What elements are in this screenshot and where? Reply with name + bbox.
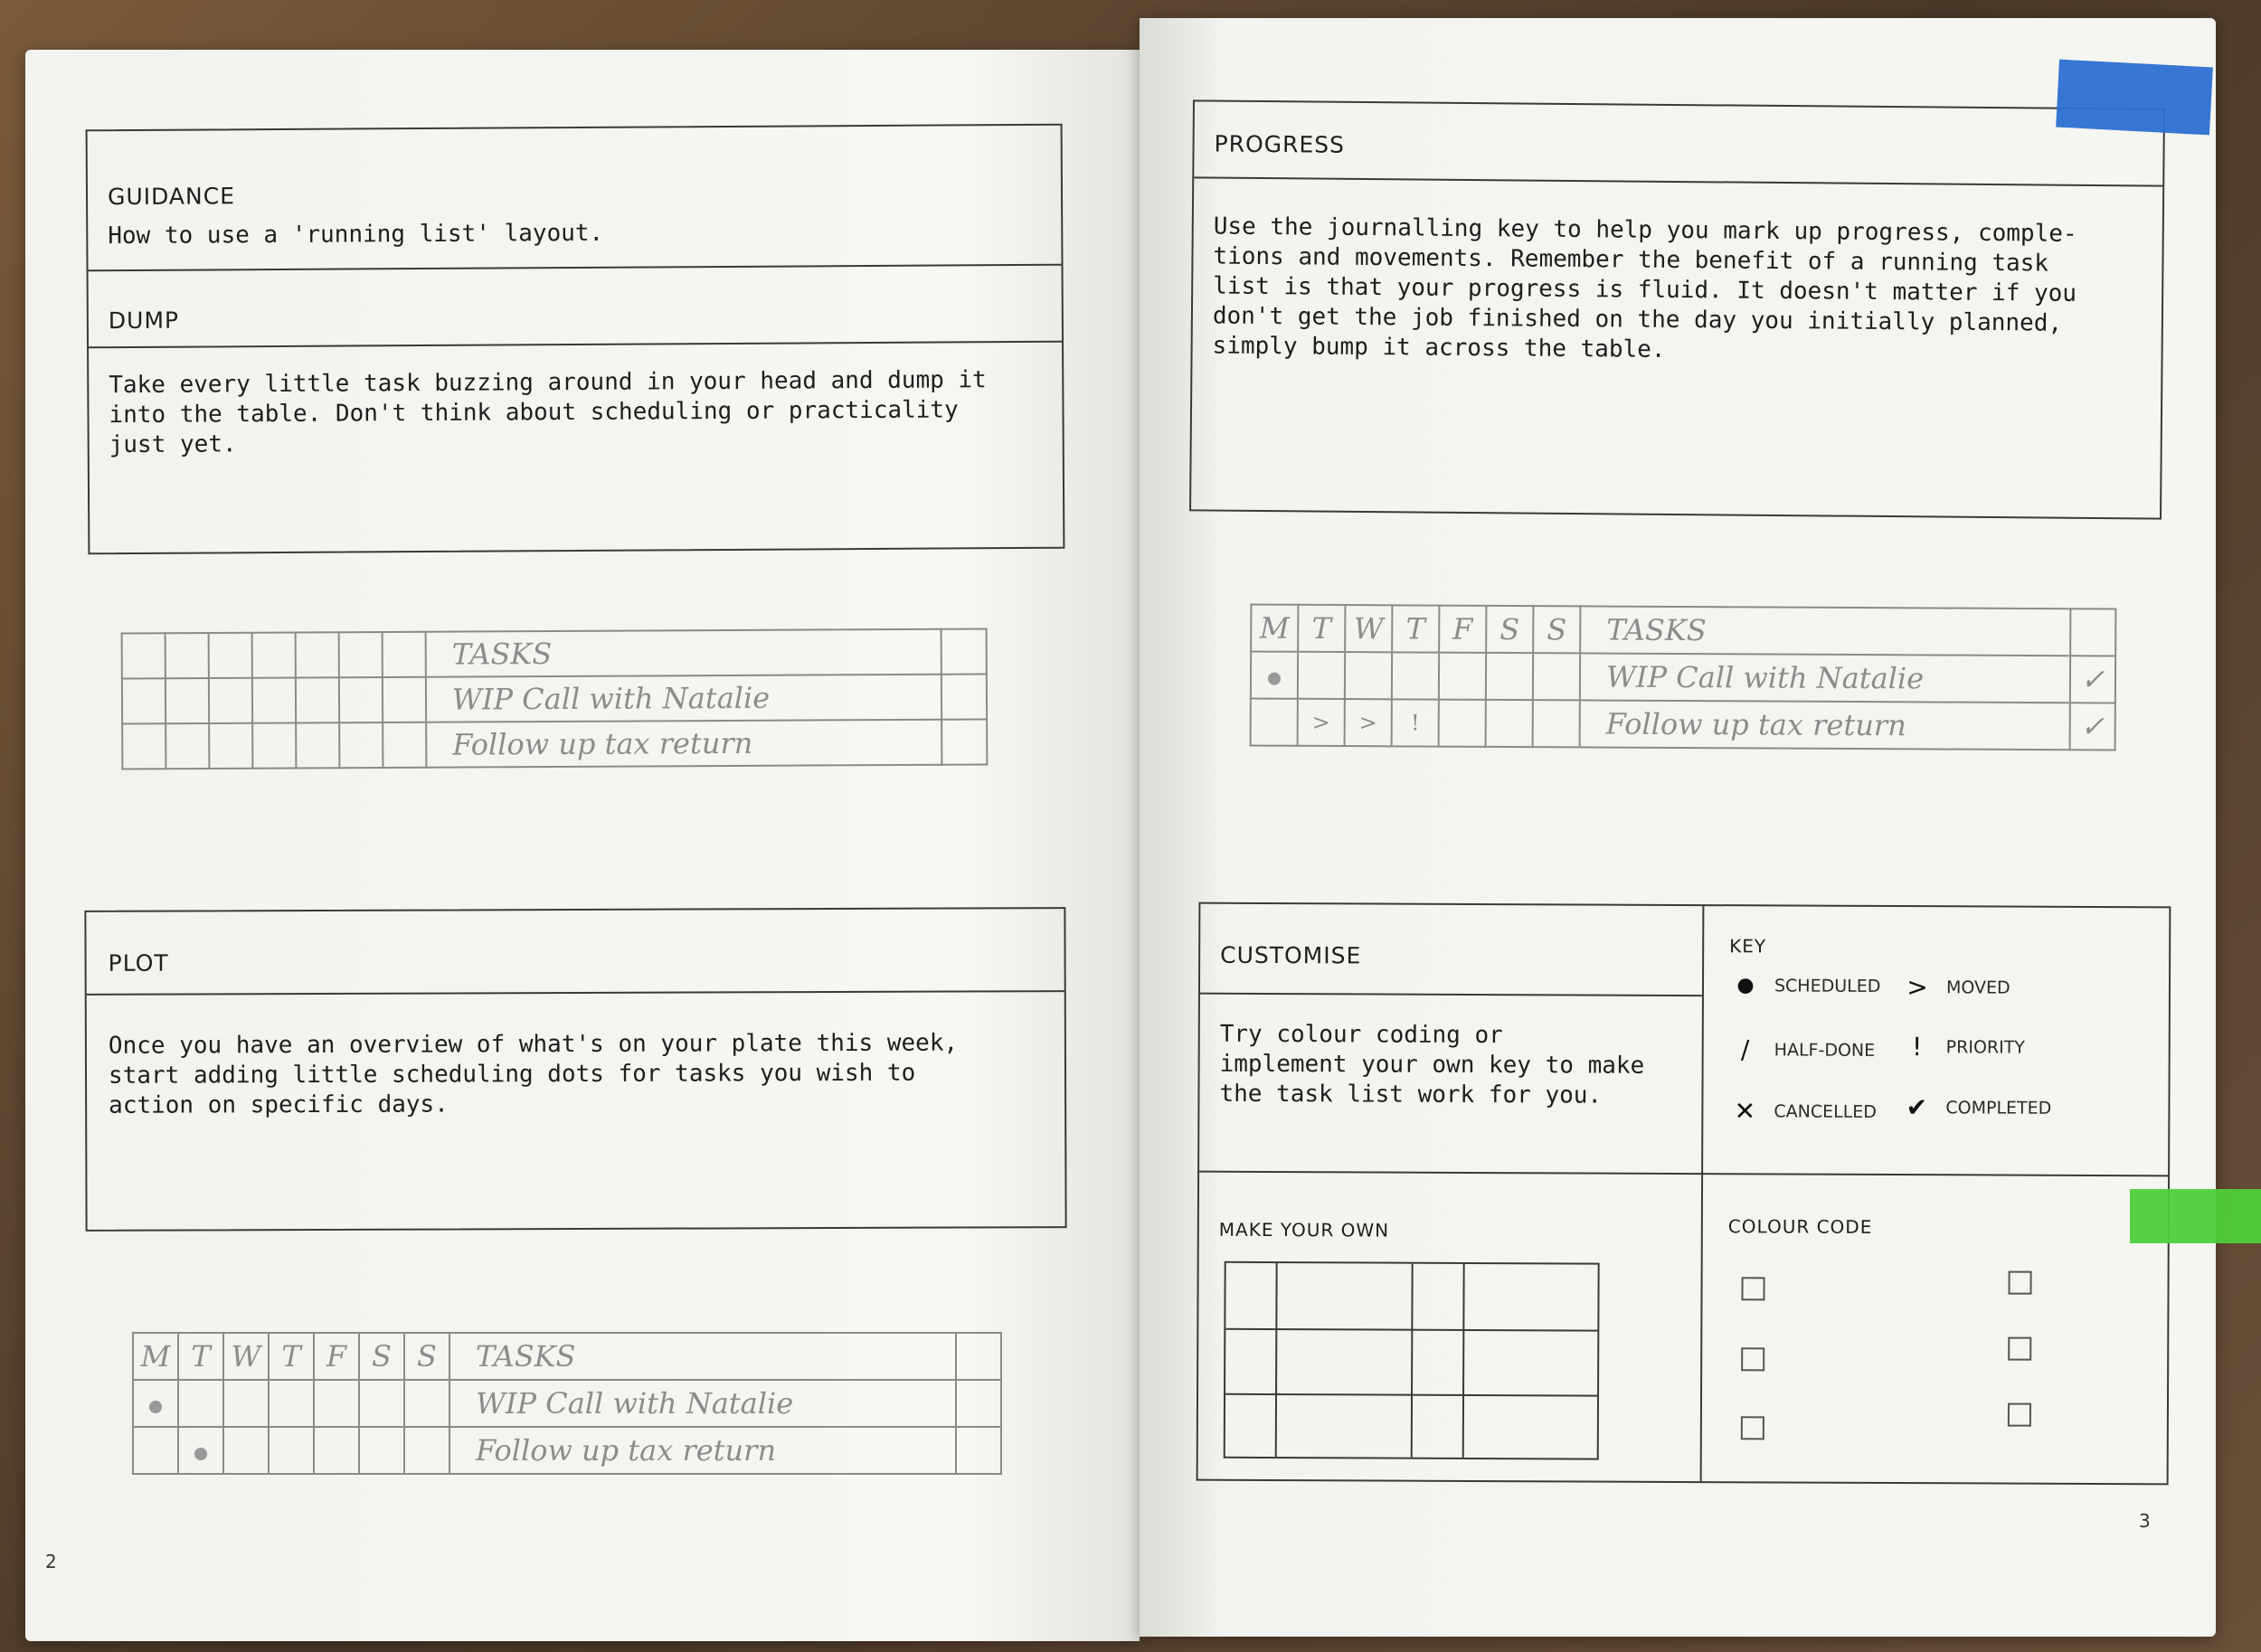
cancelled-icon: ✕ [1734, 1096, 1756, 1127]
right-page [1140, 18, 2216, 1637]
day-header: W [223, 1333, 269, 1380]
task-cell: Follow up tax return [426, 720, 941, 768]
guidance-heading: GUIDANCE [107, 183, 236, 211]
dump-line-2: into the table. Don't think about scheduling or practicality [109, 396, 959, 430]
plot-heading-row [86, 909, 1064, 996]
progress-line-5: simply bump it across the table. [1212, 332, 1666, 363]
progress-line-2: tions and movements. Remember the benefit of a running task [1213, 242, 2049, 278]
day-cell [359, 1380, 404, 1427]
day-cell [209, 633, 252, 678]
day-cell [122, 723, 166, 769]
moved-mark: > [1298, 699, 1345, 746]
status-cell [956, 1427, 1001, 1474]
colour-checkbox[interactable] [1741, 1277, 1764, 1300]
progress-heading: PROGRESS [1214, 130, 1346, 158]
half-done-icon: / [1740, 1034, 1750, 1065]
day-cell [1345, 652, 1392, 699]
day-cell [339, 632, 383, 677]
day-cell [383, 677, 426, 722]
day-cell [314, 1380, 359, 1427]
priority-icon: ! [1912, 1032, 1923, 1062]
day-cell [1486, 653, 1533, 700]
progress-box [1189, 99, 2165, 519]
guidance-dump-box [86, 124, 1065, 555]
make-your-own-heading: MAKE YOUR OWN [1218, 1218, 1390, 1241]
day-header: S [404, 1333, 449, 1380]
progress-line-1: Use the journalling key to help you mark up progress, comple- [1213, 212, 2077, 248]
key-cancelled [1728, 1096, 1877, 1127]
example-table-empty [121, 628, 989, 769]
example-table-scheduled [132, 1332, 1002, 1475]
key-moved [1901, 972, 2010, 1003]
day-cell [1439, 700, 1486, 747]
progress-line-3: list is that your progress is fluid. It doesn't matter if you [1213, 272, 2077, 307]
status-cell [2070, 609, 2115, 656]
status-cell [956, 1380, 1001, 1427]
scheduled-icon: ● [1736, 974, 1755, 997]
dump-line-3: just yet. [109, 430, 237, 459]
task-cell: Follow up tax return [1580, 700, 2070, 750]
day-cell [296, 722, 339, 768]
key-completed [1900, 1092, 2051, 1123]
tasks-header: TASKS [449, 1333, 956, 1380]
day-cell [404, 1427, 449, 1474]
day-cell [122, 678, 166, 723]
day-cell [178, 1380, 223, 1427]
status-cell [941, 628, 987, 674]
day-cell [314, 1427, 359, 1474]
day-cell [122, 633, 166, 678]
day-cell [252, 677, 296, 722]
key-label: PRIORITY [1945, 1036, 2026, 1058]
day-cell [1251, 698, 1298, 745]
customise-line-3: the task list work for you. [1219, 1080, 1603, 1109]
key-label: HALF-DONE [1774, 1039, 1876, 1061]
colour-checkbox[interactable] [2008, 1337, 2031, 1361]
colour-checkbox[interactable] [2009, 1271, 2032, 1295]
day-cell [166, 678, 209, 723]
day-header: T [1392, 605, 1439, 652]
vertical-divider [1700, 906, 1705, 1481]
customise-heading-divider [1200, 993, 1702, 996]
colour-checkbox[interactable] [2008, 1403, 2031, 1427]
day-cell [252, 722, 296, 768]
day-cell [269, 1427, 314, 1474]
plot-heading: PLOT [108, 949, 169, 977]
key-scheduled [1729, 974, 1880, 997]
day-cell [178, 1427, 223, 1474]
day-header: S [1486, 606, 1533, 653]
tasks-header: TASKS [1580, 606, 2070, 656]
day-cell [359, 1427, 404, 1474]
day-cell [383, 722, 426, 768]
make-your-own-grid [1224, 1261, 1600, 1460]
completed-icon: ✔ [1906, 1092, 1928, 1123]
colour-code-heading: COLOUR CODE [1727, 1215, 1873, 1238]
day-cell [133, 1380, 178, 1427]
left-page [25, 50, 1140, 1641]
key-priority [1901, 1032, 2025, 1062]
scheduled-dot [194, 1448, 207, 1460]
key-label: SCHEDULED [1774, 975, 1881, 996]
day-header: M [1251, 604, 1298, 651]
moved-icon: > [1906, 972, 1928, 1003]
day-cell [1298, 652, 1345, 699]
day-cell [223, 1380, 269, 1427]
day-cell [339, 722, 383, 768]
tasks-header: TASKS [426, 629, 941, 677]
day-cell [296, 677, 339, 722]
day-cell [1533, 653, 1580, 700]
day-cell [252, 632, 296, 677]
day-cell [383, 632, 426, 677]
plot-line-1: Once you have an overview of what's on your plate this week, [108, 1029, 959, 1060]
colour-checkbox[interactable] [1741, 1347, 1764, 1371]
day-header: T [178, 1333, 223, 1380]
key-label: COMPLETED [1945, 1097, 2052, 1119]
day-cell [1251, 651, 1298, 698]
day-cell [1392, 652, 1439, 699]
day-header: T [269, 1333, 314, 1380]
dump-heading-row [89, 266, 1062, 349]
day-header: S [1533, 606, 1580, 653]
day-header: M [133, 1333, 178, 1380]
page-number-right: 3 [2139, 1510, 2151, 1532]
green-tape [2130, 1189, 2261, 1243]
middle-divider [1199, 1171, 2168, 1177]
progress-line-4: don't get the job finished on the day you initially planned, [1212, 302, 2063, 337]
key-label: MOVED [1945, 977, 2010, 998]
day-header: F [1439, 606, 1486, 653]
example-table-progress [1250, 603, 2117, 750]
day-header: F [314, 1333, 359, 1380]
page-number-left: 2 [45, 1551, 57, 1572]
customise-line-2: implement your own key to make [1219, 1050, 1645, 1080]
blue-tape [2056, 60, 2213, 136]
day-cell [404, 1380, 449, 1427]
completed-check: ✓ [2070, 703, 2115, 750]
moved-mark: > [1345, 699, 1392, 746]
priority-mark: ! [1392, 699, 1439, 746]
scheduled-dot [1268, 673, 1281, 685]
day-cell [166, 633, 209, 678]
customise-box [1197, 902, 2171, 1486]
customise-heading: CUSTOMISE [1220, 941, 1362, 969]
day-cell [223, 1427, 269, 1474]
scheduled-dot [149, 1401, 162, 1413]
plot-box [84, 907, 1066, 1232]
completed-check: ✓ [2070, 656, 2115, 703]
guidance-subtext: How to use a 'running list' layout. [108, 219, 604, 250]
task-cell: WIP Call with Natalie [1580, 653, 2070, 703]
dump-heading: DUMP [108, 307, 180, 335]
day-header: T [1298, 605, 1345, 652]
colour-checkbox[interactable] [1741, 1416, 1764, 1440]
status-cell [941, 674, 987, 719]
status-cell [956, 1333, 1001, 1380]
customise-line-1: Try colour coding or [1219, 1020, 1503, 1050]
day-cell [209, 723, 252, 769]
plot-line-2: start adding little scheduling dots for tasks you wish to [108, 1059, 916, 1090]
day-header: S [359, 1333, 404, 1380]
day-header: W [1345, 605, 1392, 652]
day-cell [269, 1380, 314, 1427]
key-half-done [1729, 1034, 1876, 1065]
task-cell: WIP Call with Natalie [426, 675, 941, 722]
day-cell [209, 678, 252, 723]
task-cell: WIP Call with Natalie [449, 1380, 956, 1427]
day-cell [1439, 653, 1486, 700]
day-cell [339, 677, 383, 722]
status-cell [941, 719, 987, 764]
task-cell: Follow up tax return [449, 1427, 956, 1474]
day-cell [1486, 700, 1533, 747]
day-cell [296, 632, 339, 677]
key-heading: KEY [1729, 935, 1767, 958]
key-label: CANCELLED [1774, 1100, 1878, 1122]
day-cell [1533, 700, 1580, 747]
day-cell [166, 723, 209, 769]
dump-line-1: Take every little task buzzing around in your head and dump it [109, 366, 987, 400]
plot-line-3: action on specific days. [109, 1090, 449, 1119]
day-cell [133, 1427, 178, 1474]
